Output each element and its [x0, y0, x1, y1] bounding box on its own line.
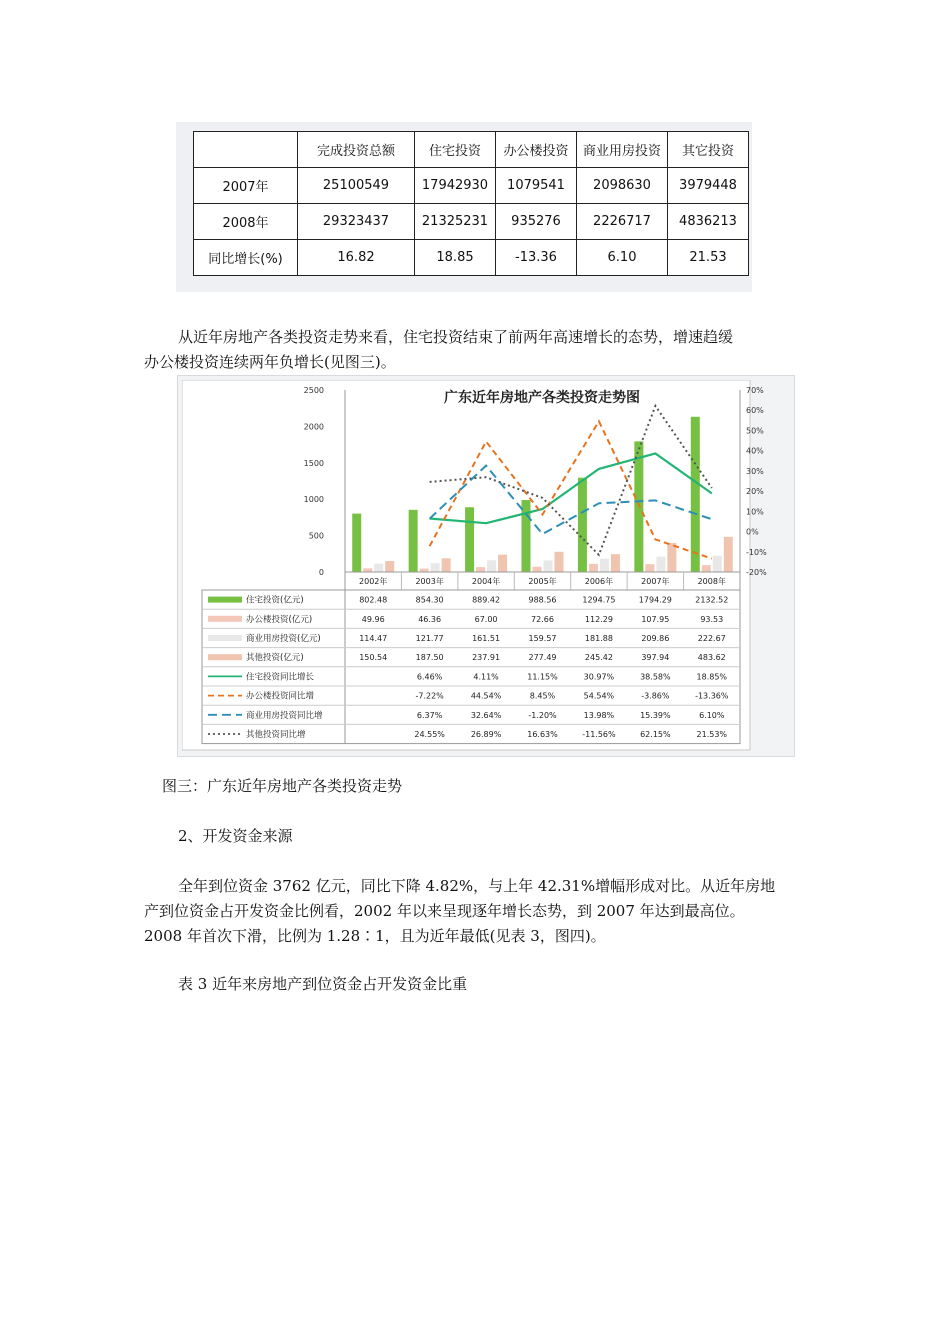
- data-label: -7.22%: [415, 691, 444, 701]
- y2-axis-tick-label: -20%: [746, 568, 767, 577]
- table-cell: 1079541: [496, 168, 577, 204]
- data-label: 150.54: [359, 653, 388, 663]
- y2-axis-tick-label: 10%: [746, 507, 764, 517]
- bar-2: [533, 567, 542, 572]
- data-label: 854.30: [415, 595, 444, 605]
- table-cell: 3979448: [668, 168, 749, 204]
- bar-4: [667, 543, 676, 572]
- table-cell: 21325231: [415, 204, 496, 240]
- table-header-cell: 住宅投资: [415, 132, 496, 168]
- bar-4: [555, 552, 564, 572]
- bar-4: [442, 558, 451, 572]
- y-axis-tick-label: 2000: [303, 422, 324, 432]
- category-label: 2008年: [697, 577, 726, 586]
- data-label: 72.66: [531, 614, 554, 624]
- paragraph-2-line-2: 产到位资金占开发资金比例看，2002 年以来呈现逐年增长态势，到 2007 年达到最高位。: [144, 902, 745, 920]
- bar-2: [645, 564, 654, 572]
- table-cell: 18.85: [415, 240, 496, 276]
- data-label: -11.56%: [582, 730, 616, 739]
- category-label: 2003年: [415, 577, 444, 586]
- legend-swatch: [208, 597, 242, 603]
- y-axis-tick-label: 1500: [303, 458, 324, 468]
- data-label: -13.36%: [695, 691, 729, 701]
- legend-swatch: [208, 635, 242, 641]
- y2-axis-tick-label: 50%: [746, 426, 764, 436]
- table-3-title: 表 3 近年来房地产到位资金占开发资金比重: [178, 975, 468, 993]
- data-label: 6.46%: [416, 672, 443, 682]
- data-label: 67.00: [474, 614, 498, 624]
- table-cell: 17942930: [415, 168, 496, 204]
- legend-label: 其他投资(亿元): [246, 653, 304, 664]
- paragraph-1-line-1: 从近年房地产各类投资走势来看，住宅投资结束了前两年高速增长的态势，增速趋缓: [178, 328, 734, 346]
- paragraph-2-line-1: 全年到位资金 3762 亿元，同比下降 4.82%，与上年 42.31%增幅形成对比。从近年房地: [178, 877, 776, 895]
- y-axis-tick-label: 500: [308, 531, 324, 541]
- data-label: 4.11%: [473, 672, 499, 682]
- data-label: 21.53%: [696, 730, 728, 739]
- data-label: 18.85%: [696, 672, 728, 682]
- paragraph-2-line-3: 2008 年首次下滑，比例为 1.28∶1，且为近年最低(见表 3，图四)。: [144, 927, 606, 945]
- bar-3: [713, 556, 722, 572]
- investment-table: [193, 131, 749, 276]
- category-label: 2007年: [641, 577, 670, 586]
- data-label: 112.29: [584, 614, 613, 624]
- y2-axis-tick-label: 70%: [746, 386, 764, 395]
- legend-swatch: [208, 616, 242, 622]
- bar-2: [589, 564, 598, 572]
- y-axis-tick-label: 0: [318, 568, 324, 577]
- bar-3: [487, 560, 496, 572]
- legend-label: 商业用房投资同比增: [246, 710, 323, 721]
- data-label: 26.89%: [470, 730, 502, 739]
- category-label: 2005年: [528, 577, 557, 586]
- y2-axis-tick-label: 40%: [746, 446, 764, 456]
- data-label: 46.36: [418, 614, 442, 624]
- data-label: 181.88: [584, 634, 613, 643]
- table-header-row: [194, 132, 749, 168]
- bar-1: [578, 478, 587, 572]
- data-label: 237.91: [472, 653, 501, 663]
- bar-3: [656, 557, 665, 572]
- data-label: 187.50: [415, 653, 444, 663]
- data-label: 24.55%: [414, 730, 445, 739]
- data-label: 1794.29: [638, 595, 672, 605]
- table-cell: 4836213: [668, 204, 749, 240]
- bar-4: [385, 561, 394, 572]
- y2-axis-tick-label: 30%: [746, 466, 764, 476]
- table-cell: 6.10: [577, 240, 668, 276]
- data-label: 159.57: [528, 634, 557, 643]
- y-axis-tick-label: 2500: [303, 386, 324, 395]
- data-label: 1294.75: [582, 595, 616, 605]
- bar-3: [544, 560, 553, 572]
- table-cell: 25100549: [298, 168, 415, 204]
- legend-label: 住宅投资(亿元): [246, 595, 304, 606]
- chart-title: 广东近年房地产各类投资走势图: [444, 390, 640, 406]
- investment-trend-chart: [177, 375, 795, 757]
- table-header-cell: 商业用房投资: [577, 132, 668, 168]
- bar-1: [522, 500, 531, 572]
- data-label: 222.67: [697, 634, 726, 643]
- data-label: 6.37%: [416, 710, 443, 720]
- legend-label: 其他投资同比增: [246, 730, 306, 740]
- bar-2: [476, 567, 485, 572]
- bar-1: [691, 417, 700, 572]
- data-label: 16.63%: [527, 730, 558, 739]
- legend-label: 办公楼投资(亿元): [246, 614, 313, 625]
- data-label: 13.98%: [583, 710, 615, 720]
- data-label: 114.47: [359, 634, 388, 643]
- y2-axis-tick-label: 20%: [746, 487, 764, 497]
- paragraph-1-line-2: 办公楼投资连续两年负增长(见图三)。: [144, 353, 396, 371]
- table-cell: 935276: [496, 204, 577, 240]
- bar-2: [702, 565, 711, 572]
- figure-caption: 图三：广东近年房地产各类投资走势: [162, 777, 403, 795]
- bar-4: [498, 555, 507, 572]
- data-label: 277.49: [528, 653, 557, 663]
- data-label: 11.15%: [527, 672, 558, 682]
- data-label: 802.48: [359, 595, 388, 605]
- data-label: 483.62: [697, 653, 726, 663]
- category-label: 2004年: [471, 577, 501, 586]
- section-heading: 2、开发资金来源: [178, 827, 293, 845]
- chart-svg: [182, 380, 788, 752]
- table-row-header: 2008年: [194, 204, 298, 240]
- category-label: 2006年: [584, 577, 614, 586]
- data-label: 209.86: [641, 634, 670, 643]
- investment-table-image: [176, 122, 752, 292]
- bar-3: [431, 563, 440, 572]
- table-header-cell: [194, 132, 298, 168]
- bar-1: [465, 507, 474, 572]
- bar-2: [363, 568, 372, 572]
- bar-1: [352, 514, 361, 572]
- table-row: [194, 204, 749, 240]
- data-label: 988.56: [528, 595, 557, 605]
- bar-4: [724, 537, 733, 572]
- data-label: 54.54%: [583, 691, 615, 701]
- table-cell: 29323437: [298, 204, 415, 240]
- data-label: 15.39%: [640, 710, 671, 720]
- data-label: 38.58%: [640, 672, 671, 682]
- table-row: [194, 168, 749, 204]
- data-label: 62.15%: [640, 730, 671, 739]
- table-header-cell: 办公楼投资: [496, 132, 577, 168]
- y2-axis-tick-label: -10%: [746, 547, 767, 557]
- data-label: 2132.52: [695, 595, 729, 605]
- y2-axis-tick-label: 0%: [746, 527, 759, 537]
- data-label: 6.10%: [699, 710, 725, 720]
- table-header-cell: 完成投资总额: [298, 132, 415, 168]
- table-cell: 2226717: [577, 204, 668, 240]
- data-label: -1.20%: [528, 710, 557, 720]
- table-cell: -13.36: [496, 240, 577, 276]
- table-cell: 16.82: [298, 240, 415, 276]
- table-cell: 21.53: [668, 240, 749, 276]
- category-label: 2002年: [359, 577, 388, 586]
- y2-axis-tick-label: 60%: [746, 406, 764, 416]
- legend-label: 住宅投资同比增长: [246, 672, 315, 683]
- table-header-cell: 其它投资: [668, 132, 749, 168]
- legend-label: 办公楼投资同比增: [246, 691, 315, 702]
- table-row: [194, 240, 749, 276]
- bar-3: [374, 564, 383, 572]
- data-label: 161.51: [472, 634, 501, 643]
- data-label: 49.96: [361, 614, 385, 624]
- y-axis-tick-label: 1000: [303, 495, 324, 505]
- table-cell: 2098630: [577, 168, 668, 204]
- data-label: 397.94: [641, 653, 670, 663]
- data-label: 889.42: [472, 595, 501, 605]
- data-label: 32.64%: [470, 710, 502, 720]
- data-label: 107.95: [641, 614, 670, 624]
- table-row-header: 同比增长(%): [194, 240, 298, 276]
- data-label: 93.53: [700, 614, 724, 624]
- table-row-header: 2007年: [194, 168, 298, 204]
- legend-label: 商业用房投资(亿元): [246, 634, 321, 644]
- data-label: 245.42: [584, 653, 613, 663]
- data-label: 8.45%: [529, 691, 556, 701]
- data-label: -3.86%: [641, 691, 670, 701]
- bar-1: [409, 510, 418, 572]
- legend-swatch: [208, 654, 242, 660]
- data-label: 30.97%: [583, 672, 615, 682]
- bar-3: [600, 559, 609, 572]
- bar-2: [420, 569, 429, 572]
- data-label: 121.77: [415, 634, 444, 643]
- data-label: 44.54%: [470, 691, 502, 701]
- bar-4: [611, 554, 620, 572]
